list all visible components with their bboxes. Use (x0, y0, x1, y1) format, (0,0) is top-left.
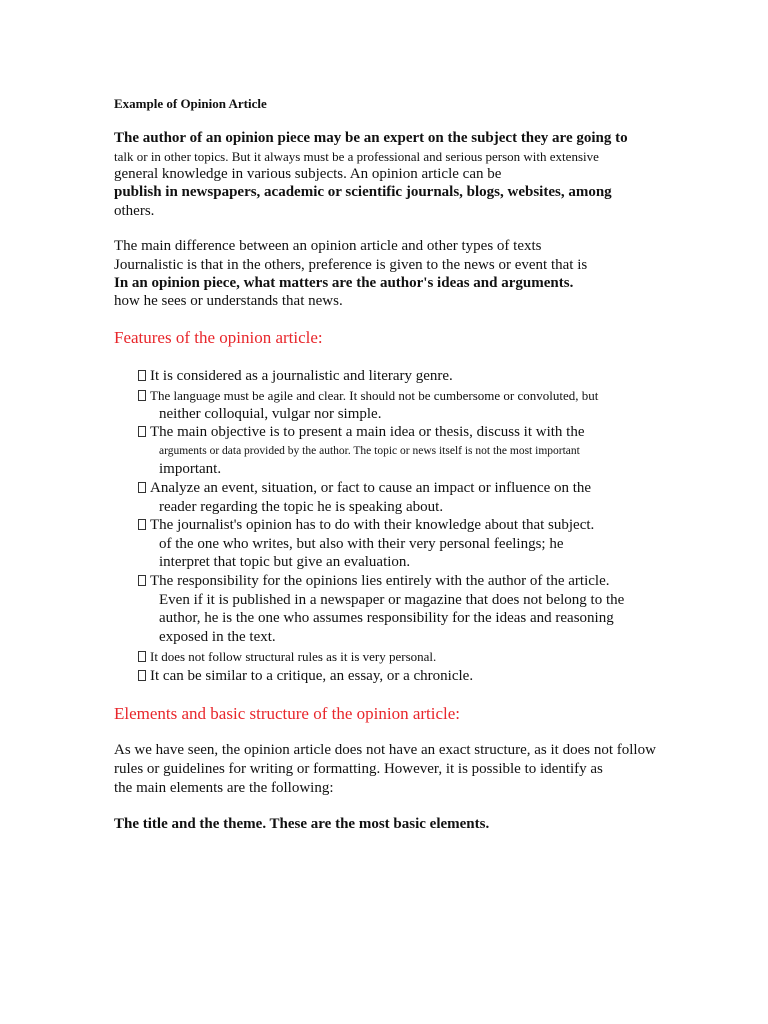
feature-item: The responsibility for the opinions lies entirely with the author of the article. (138, 574, 609, 589)
checkbox-glyph-icon (138, 670, 146, 681)
elements-line: As we have seen, the opinion article does not have an exact structure, as it does not follow (114, 742, 656, 758)
elements-heading: Elements and basic structure of the opinion article: (114, 704, 461, 723)
feature-continuation: important. (159, 461, 222, 477)
difference-line: how he sees or understands that news. (114, 293, 343, 309)
checkbox-glyph-icon (138, 575, 146, 586)
features-heading: Features of the opinion article: (114, 328, 323, 347)
checkbox-glyph-icon (138, 370, 146, 381)
feature-continuation: Even if it is published in a newspaper or magazine that does not belong to the (159, 592, 625, 608)
intro-line: talk or in other topics. But it always must be a professional and serious person with extensive (114, 149, 599, 164)
feature-continuation: author, he is the one who assumes responsibility for the ideas and reasoning (159, 610, 614, 626)
feature-continuation: of the one who writes, but also with their very personal feelings; he (159, 536, 564, 552)
feature-continuation: arguments or data provided by the author. The topic or news itself is not the most important (159, 445, 580, 457)
feature-item: The language must be agile and clear. It should not be cumbersome or convoluted, but (138, 389, 598, 402)
feature-item: It can be similar to a critique, an essay, or a chronicle. (138, 669, 473, 684)
checkbox-glyph-icon (138, 519, 146, 530)
checkbox-glyph-icon (138, 482, 146, 493)
checkbox-glyph-icon (138, 651, 146, 662)
feature-item: It does not follow structural rules as it is very personal. (138, 650, 436, 663)
checkbox-glyph-icon (138, 390, 146, 401)
elements-line: the main elements are the following: (114, 780, 334, 796)
feature-continuation: reader regarding the topic he is speaking about. (159, 499, 444, 515)
elements-line: rules or guidelines for writing or formatting. However, it is possible to identify as (114, 761, 603, 777)
feature-item: It is considered as a journalistic and literary genre. (138, 369, 453, 384)
document-title: Example of Opinion Article (114, 96, 267, 111)
feature-item: The main objective is to present a main idea or thesis, discuss it with the (138, 425, 585, 440)
feature-continuation: exposed in the text. (159, 629, 276, 645)
feature-item: The journalist's opinion has to do with their knowledge about that subject. (138, 518, 594, 533)
checkbox-glyph-icon (138, 426, 146, 437)
difference-line: In an opinion piece, what matters are the author's ideas and arguments. (114, 275, 574, 291)
intro-line: publish in newspapers, academic or scientific journals, blogs, websites, among (114, 184, 612, 200)
difference-line: The main difference between an opinion article and other types of texts (114, 238, 542, 254)
intro-line: The author of an opinion piece may be an expert on the subject they are going to (114, 130, 628, 146)
difference-line: Journalistic is that in the others, preference is given to the news or event that is (114, 257, 588, 273)
title-theme-line: The title and the theme. These are the most basic elements. (114, 816, 490, 832)
intro-line: general knowledge in various subjects. An opinion article can be (114, 166, 502, 182)
feature-item: Analyze an event, situation, or fact to cause an impact or influence on the (138, 481, 591, 496)
feature-continuation: neither colloquial, vulgar nor simple. (159, 406, 382, 422)
feature-continuation: interpret that topic but give an evaluation. (159, 554, 411, 570)
intro-line: others. (114, 203, 155, 219)
